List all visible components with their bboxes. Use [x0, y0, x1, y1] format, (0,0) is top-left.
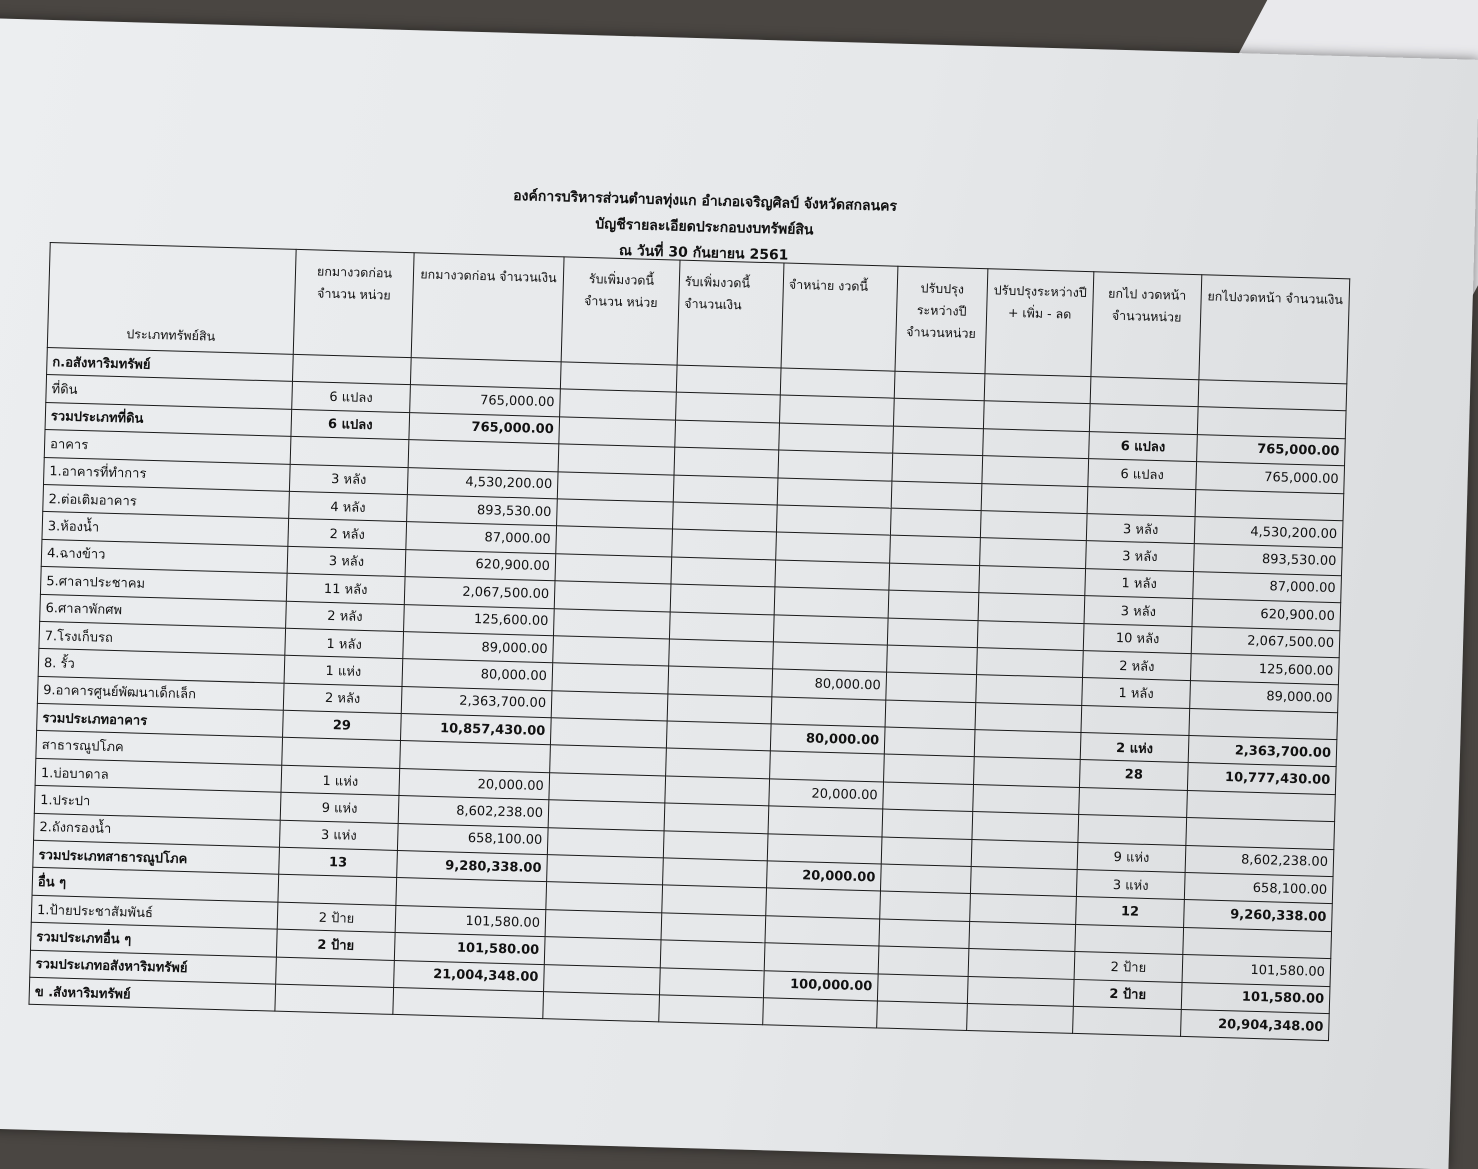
cell-add-units: [556, 526, 673, 557]
cell-bf-amount: 89,000.00: [403, 631, 554, 663]
cell-bf-units: 11 หลัง: [286, 573, 405, 604]
cell-adj-amount: [983, 428, 1090, 458]
cell-dispose: 80,000.00: [772, 669, 887, 700]
header-bf-amount: ยกมางวดก่อน จำนวนเงิน: [411, 253, 564, 362]
cell-dispose: [771, 697, 886, 728]
cell-bf-units: 2 ป้าย: [277, 902, 396, 933]
cell-bf-units: 2 หลัง: [283, 683, 402, 714]
cell-bf-amount: 620,900.00: [405, 549, 556, 581]
cell-adj-units: [885, 700, 976, 730]
cell-add-amount: [676, 365, 781, 395]
cell-bf-units: 2 ป้าย: [276, 929, 395, 960]
cell-dispose: [780, 368, 895, 399]
cell-adj-amount: [967, 976, 1074, 1006]
cell-bf-units: [292, 354, 411, 385]
cell-cf-units: 2 ป้าย: [1073, 979, 1182, 1009]
cell-asset-type: สาธารณูปโภค: [36, 731, 283, 765]
cell-cf-amount: [1197, 407, 1346, 439]
cell-cf-amount: 101,580.00: [1182, 955, 1331, 987]
asset-table: [28, 242, 1350, 1041]
cell-bf-units: 3 หลัง: [289, 464, 408, 495]
cell-add-units: [557, 471, 674, 502]
cell-dispose: 80,000.00: [770, 724, 885, 755]
cell-add-amount: [673, 475, 778, 505]
cell-add-amount: [672, 529, 777, 559]
cell-bf-amount: 765,000.00: [410, 385, 561, 417]
cell-adj-units: [892, 453, 983, 483]
cell-bf-amount: 2,363,700.00: [401, 686, 552, 718]
cell-asset-type: 4.ฉางข้าว: [41, 539, 288, 573]
cell-adj-units: [877, 974, 968, 1004]
cell-bf-amount: [396, 878, 547, 910]
cell-add-amount: [669, 639, 774, 669]
cell-add-amount: [659, 967, 764, 997]
cell-add-units: [555, 554, 672, 585]
cell-adj-amount: [977, 620, 1084, 650]
header-asset-type: ประเภททรัพย์สิน: [47, 243, 296, 355]
cell-add-units: [558, 444, 675, 475]
cell-cf-amount: 765,000.00: [1197, 434, 1346, 466]
header-bf-units: ยกมางวดก่อน จำนวน หน่วย: [293, 249, 414, 357]
cell-add-amount: [674, 447, 779, 477]
cell-add-units: [545, 909, 662, 940]
cell-add-amount: [668, 666, 773, 696]
cell-bf-amount: [408, 440, 559, 472]
cell-add-units: [560, 362, 677, 393]
cell-asset-type: 6.ศาลาพักศพ: [40, 594, 287, 628]
cell-add-amount: [666, 721, 771, 751]
header-dispose: จำหน่าย งวดนี้: [781, 263, 898, 371]
cell-asset-type: 1.ป้ายประชาสัมพันธ์: [31, 895, 278, 929]
cell-cf-units: [1073, 1006, 1182, 1036]
cell-asset-type: 1.อาคารที่ทำการ: [44, 457, 291, 491]
cell-add-amount: [667, 694, 772, 724]
cell-asset-type: 8. รั้ว: [38, 649, 285, 683]
cell-adj-amount: [967, 1003, 1074, 1033]
cell-add-amount: [669, 612, 774, 642]
cell-cf-units: [1075, 924, 1184, 954]
cell-adj-units: [890, 508, 981, 538]
cell-add-amount: [664, 803, 769, 833]
cell-add-units: [553, 636, 670, 667]
cell-add-units: [557, 499, 674, 530]
cell-dispose: [777, 478, 892, 509]
cell-adj-units: [881, 837, 972, 867]
cell-adj-amount: [981, 483, 1088, 513]
cell-add-amount: [672, 502, 777, 532]
cell-cf-units: 2 ป้าย: [1074, 952, 1183, 982]
cell-bf-amount: 101,580.00: [395, 905, 546, 937]
cell-dispose: [768, 806, 883, 837]
cell-cf-units: [1079, 787, 1188, 817]
cell-adj-units: [884, 755, 975, 785]
cell-add-units: [549, 773, 666, 804]
cell-adj-units: [880, 864, 971, 894]
cell-add-amount: [663, 858, 768, 888]
cell-adj-units: [889, 563, 980, 593]
cell-adj-amount: [974, 730, 1081, 760]
cell-cf-amount: 87,000.00: [1193, 571, 1342, 603]
cell-cf-units: [1078, 815, 1187, 845]
cell-adj-units: [886, 672, 977, 702]
cell-add-amount: [675, 420, 780, 450]
table-body: [29, 348, 1347, 1041]
cell-dispose: [764, 943, 879, 974]
cell-bf-units: 2 หลัง: [286, 601, 405, 632]
cell-cf-amount: [1198, 380, 1347, 412]
cell-cf-amount: 893,530.00: [1194, 544, 1343, 576]
cell-dispose: [773, 642, 888, 673]
title-report-name: บัญชีรายละเอียดประกอบงบทรัพย์สิน: [595, 216, 814, 239]
cell-add-units: [551, 690, 668, 721]
cell-adj-units: [887, 618, 978, 648]
cell-dispose: [776, 532, 891, 563]
cell-asset-type: รวมประเภทอื่น ๆ: [31, 922, 278, 956]
cell-asset-type: 7.โรงเก็บรถ: [39, 621, 286, 655]
cell-dispose: [776, 505, 891, 536]
cell-bf-amount: [400, 741, 551, 773]
cell-bf-units: [275, 984, 394, 1015]
cell-cf-amount: 2,363,700.00: [1188, 736, 1337, 768]
cell-asset-type: อื่น ๆ: [32, 868, 279, 902]
cell-asset-type: รวมประเภทที่ดิน: [45, 402, 292, 436]
header-cf-amount: ยกไปงวดหน้า จำนวนเงิน: [1199, 275, 1350, 384]
cell-bf-amount: 87,000.00: [406, 522, 557, 554]
cell-adj-units: [893, 399, 984, 429]
cell-bf-amount: 80,000.00: [402, 659, 553, 691]
cell-bf-units: 29: [283, 710, 402, 741]
header-add-units: รับเพิ่มงวดนี้ จำนวน หน่วย: [561, 257, 680, 365]
cell-cf-amount: [1186, 818, 1335, 850]
cell-bf-units: 1 หลัง: [285, 628, 404, 659]
cell-add-units: [552, 663, 669, 694]
cell-bf-amount: 765,000.00: [409, 412, 560, 444]
cell-cf-amount: 658,100.00: [1184, 873, 1333, 905]
cell-bf-units: [290, 437, 409, 468]
cell-cf-units: [1087, 486, 1196, 516]
cell-adj-amount: [971, 839, 1078, 869]
cell-adj-units: [878, 946, 969, 976]
cell-bf-units: [278, 875, 397, 906]
cell-cf-units: 6 แปลง: [1089, 431, 1198, 461]
cell-cf-units: 10 หลัง: [1083, 623, 1192, 653]
cell-bf-units: 6 แปลง: [291, 409, 410, 440]
cell-bf-units: 6 แปลง: [292, 382, 411, 413]
cell-adj-amount: [973, 757, 1080, 787]
cell-bf-units: 1 แห่ง: [281, 765, 400, 796]
cell-cf-amount: 2,067,500.00: [1191, 626, 1340, 658]
cell-cf-amount: 765,000.00: [1196, 462, 1345, 494]
cell-bf-amount: [410, 358, 561, 390]
cell-dispose: [774, 587, 889, 618]
cell-asset-type: อาคาร: [44, 430, 291, 464]
cell-adj-amount: [984, 374, 1091, 404]
cell-dispose: [780, 395, 895, 426]
cell-adj-amount: [970, 867, 1077, 897]
cell-cf-units: 28: [1079, 760, 1188, 790]
cell-cf-units: 1 หลัง: [1082, 678, 1191, 708]
cell-asset-type: รวมประเภทอาคาร: [37, 703, 284, 737]
cell-cf-amount: [1187, 790, 1336, 822]
cell-cf-amount: [1189, 708, 1338, 740]
cell-adj-units: [884, 727, 975, 757]
cell-cf-units: [1090, 377, 1199, 407]
cell-cf-units: 6 แปลง: [1088, 459, 1197, 489]
header-adj-amount: ปรับปรุงระหว่างปี + เพิ่ม - ลด: [985, 269, 1094, 377]
cell-add-amount: [661, 913, 766, 943]
cell-cf-units: 2 แห่ง: [1080, 733, 1189, 763]
cell-bf-units: [282, 738, 401, 769]
cell-add-units: [547, 827, 664, 858]
cell-cf-units: 3 หลัง: [1086, 514, 1195, 544]
cell-add-units: [544, 964, 661, 995]
cell-bf-amount: [393, 987, 544, 1019]
cell-add-amount: [665, 776, 770, 806]
cell-adj-amount: [983, 401, 1090, 431]
cell-cf-units: 9 แห่ง: [1077, 842, 1186, 872]
cell-cf-amount: [1195, 489, 1344, 521]
cell-dispose: [770, 751, 885, 782]
cell-add-units: [548, 800, 665, 831]
cell-add-units: [547, 855, 664, 886]
cell-adj-units: [890, 535, 981, 565]
cell-adj-units: [887, 645, 978, 675]
cell-cf-units: 3 หลัง: [1086, 541, 1195, 571]
cell-add-units: [543, 992, 660, 1023]
cell-add-units: [560, 389, 677, 420]
cell-adj-amount: [970, 894, 1077, 924]
cell-bf-amount: 101,580.00: [394, 933, 545, 965]
header-adj-units: ปรับปรุง ระหว่างปี จำนวนหน่วย: [895, 266, 988, 373]
cell-bf-amount: 125,600.00: [404, 604, 555, 636]
cell-add-amount: [671, 557, 776, 587]
cell-asset-type: ข .สังหาริมทรัพย์: [29, 977, 276, 1011]
cell-adj-units: [893, 426, 984, 456]
cell-bf-amount: 21,004,348.00: [394, 960, 545, 992]
cell-dispose: 100,000.00: [763, 970, 878, 1001]
cell-asset-type: 2.ถังกรองน้ำ: [34, 813, 281, 847]
cell-dispose: [778, 450, 893, 481]
cell-cf-amount: 20,904,348.00: [1181, 1009, 1330, 1041]
cell-adj-amount: [969, 921, 1076, 951]
cell-cf-amount: 10,777,430.00: [1187, 763, 1336, 795]
cell-add-amount: [662, 885, 767, 915]
cell-bf-units: 4 หลัง: [289, 491, 408, 522]
cell-dispose: [766, 888, 881, 919]
cell-adj-amount: [978, 593, 1085, 623]
cell-dispose: [773, 614, 888, 645]
paper-sheet: [0, 18, 1478, 1169]
cell-adj-amount: [976, 675, 1083, 705]
cell-add-units: [544, 937, 661, 968]
cell-bf-amount: 8,602,238.00: [398, 796, 549, 828]
cell-adj-amount: [979, 565, 1086, 595]
cell-bf-amount: 893,530.00: [407, 495, 558, 527]
cell-add-units: [553, 608, 670, 639]
cell-add-units: [559, 417, 676, 448]
cell-asset-type: 5.ศาลาประชาคม: [40, 567, 287, 601]
cell-bf-units: 3 หลัง: [287, 546, 406, 577]
cell-asset-type: 2.ต่อเติมอาคาร: [43, 484, 290, 518]
cell-cf-units: 1 หลัง: [1085, 568, 1194, 598]
cell-adj-amount: [973, 784, 1080, 814]
cell-add-units: [554, 581, 671, 612]
cell-cf-units: 3 หลัง: [1084, 596, 1193, 626]
cell-adj-units: [877, 1001, 968, 1031]
cell-adj-units: [883, 782, 974, 812]
cell-cf-amount: 620,900.00: [1192, 599, 1341, 631]
title-organization: องค์การบริหารส่วนตำบลทุ่งแก อำเภอเจริญศิลป์ จังหวัดสกลนคร: [513, 187, 898, 215]
cell-bf-amount: 658,100.00: [397, 823, 548, 855]
cell-dispose: [775, 560, 890, 591]
cell-add-units: [550, 745, 667, 776]
cell-bf-units: 9 แห่ง: [280, 792, 399, 823]
cell-dispose: [765, 916, 880, 947]
cell-cf-units: 3 แห่ง: [1076, 869, 1185, 899]
cell-dispose: 20,000.00: [769, 779, 884, 810]
cell-adj-amount: [972, 812, 1079, 842]
cell-cf-amount: 8,602,238.00: [1185, 845, 1334, 877]
cell-asset-type: รวมประเภทสาธารณูปโภค: [33, 840, 280, 874]
cell-adj-amount: [975, 702, 1082, 732]
cell-asset-type: 3.ห้องน้ำ: [42, 512, 289, 546]
cell-bf-amount: 2,067,500.00: [404, 577, 555, 609]
cell-bf-units: 1 แห่ง: [284, 656, 403, 687]
cell-bf-units: 13: [279, 847, 398, 878]
cell-add-amount: [659, 995, 764, 1025]
cell-add-amount: [660, 940, 765, 970]
cell-adj-units: [888, 590, 979, 620]
cell-asset-type: 1.บ่อบาดาล: [35, 758, 282, 792]
cell-adj-amount: [968, 949, 1075, 979]
cell-dispose: 20,000.00: [767, 861, 882, 892]
cell-cf-amount: 101,580.00: [1181, 982, 1330, 1014]
cell-add-amount: [663, 831, 768, 861]
cell-dispose: [779, 423, 894, 454]
cell-cf-amount: [1183, 927, 1332, 959]
cell-asset-type: ที่ดิน: [46, 375, 293, 409]
cell-add-units: [550, 718, 667, 749]
cell-bf-amount: 9,280,338.00: [397, 851, 548, 883]
cell-cf-units: 12: [1076, 897, 1185, 927]
cell-dispose: [767, 833, 882, 864]
cell-cf-units: [1089, 404, 1198, 434]
cell-cf-units: 2 หลัง: [1083, 650, 1192, 680]
cell-add-amount: [666, 748, 771, 778]
header-cf-units: ยกไป งวดหน้า จำนวนหน่วย: [1091, 272, 1202, 380]
cell-adj-units: [894, 371, 985, 401]
cell-adj-units: [882, 809, 973, 839]
cell-bf-units: [276, 957, 395, 988]
cell-asset-type: 1.ประปา: [34, 786, 281, 820]
cell-asset-type: ก.อสังหาริมทรัพย์: [47, 348, 294, 382]
cell-adj-amount: [982, 456, 1089, 486]
cell-bf-units: 2 หลัง: [288, 519, 407, 550]
cell-add-units: [546, 882, 663, 913]
cell-bf-amount: 10,857,430.00: [400, 714, 551, 746]
cell-adj-amount: [980, 538, 1087, 568]
cell-cf-amount: 4,530,200.00: [1194, 517, 1343, 549]
cell-adj-amount: [980, 511, 1087, 541]
cell-adj-units: [891, 481, 982, 511]
cell-adj-units: [879, 919, 970, 949]
cell-cf-amount: 9,260,338.00: [1184, 900, 1333, 932]
cell-adj-amount: [977, 647, 1084, 677]
cell-cf-units: [1081, 705, 1190, 735]
cell-bf-amount: 4,530,200.00: [407, 467, 558, 499]
cell-cf-amount: 89,000.00: [1190, 681, 1339, 713]
cell-add-amount: [676, 392, 781, 422]
cell-bf-amount: 20,000.00: [399, 768, 550, 800]
cell-cf-amount: 125,600.00: [1190, 653, 1339, 685]
title-date: ณ วันที่ 30 กันยายน 2561: [618, 242, 789, 264]
cell-bf-units: 3 แห่ง: [279, 820, 398, 851]
cell-asset-type: 9.อาคารศูนย์พัฒนาเด็กเล็ก: [37, 676, 284, 710]
cell-dispose: [763, 998, 878, 1029]
cell-adj-units: [880, 891, 971, 921]
cell-add-amount: [670, 584, 775, 614]
header-add-amount: รับเพิ่มงวดนี้ จำนวนเงิน: [677, 260, 784, 368]
cell-asset-type: รวมประเภทอสังหาริมทรัพย์: [30, 950, 277, 984]
